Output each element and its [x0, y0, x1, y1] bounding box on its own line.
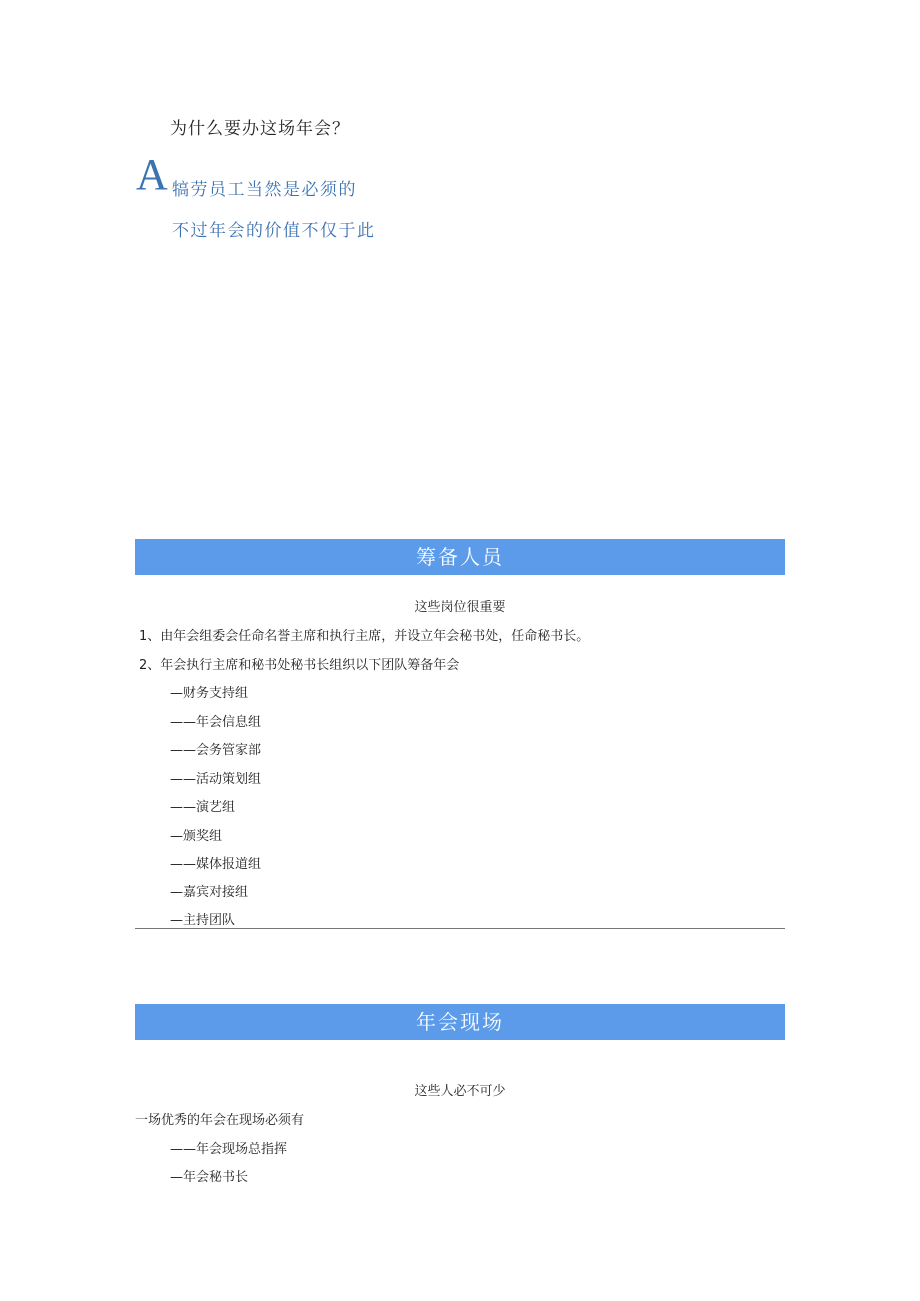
- point-1: 1、由年会组委会任命名誉主席和执行主席，并设立年会秘书处，任命秘书长。: [139, 629, 590, 644]
- team-item: —主持团队: [170, 913, 236, 928]
- venue-intro: 一场优秀的年会在现场必须有: [135, 1113, 305, 1128]
- section-divider: [135, 928, 785, 929]
- answer-letter: A: [136, 150, 168, 199]
- team-item: ——活动策划组: [170, 772, 262, 787]
- team-item: —嘉宾对接组: [170, 885, 249, 900]
- section-title-venue: 年会现场: [135, 1004, 785, 1040]
- question-heading: 为什么要办这场年会？: [170, 119, 350, 139]
- team-item: ——年会信息组: [170, 715, 262, 730]
- point-2: 2、年会执行主席和秘书处秘书长组织以下团队筹备年会: [139, 658, 460, 673]
- section-subtitle-venue: 这些人必不可少: [414, 1084, 506, 1099]
- role-item: —年会秘书长: [170, 1170, 249, 1185]
- role-item: ——年会现场总指挥: [170, 1142, 288, 1157]
- team-item: —颁奖组: [170, 829, 223, 844]
- section-title-preparation: 筹备人员: [135, 539, 785, 575]
- section-subtitle-preparation: 这些岗位很重要: [414, 600, 506, 615]
- team-item: —财务支持组: [170, 686, 249, 701]
- answer-line-2: 不过年会的价值不仅于此: [172, 221, 376, 241]
- team-item: ——会务管家部: [170, 743, 262, 758]
- answer-line-1: 犒劳员工当然是必须的: [172, 180, 357, 200]
- team-item: ——演艺组: [170, 800, 236, 815]
- team-item: ——媒体报道组: [170, 857, 262, 872]
